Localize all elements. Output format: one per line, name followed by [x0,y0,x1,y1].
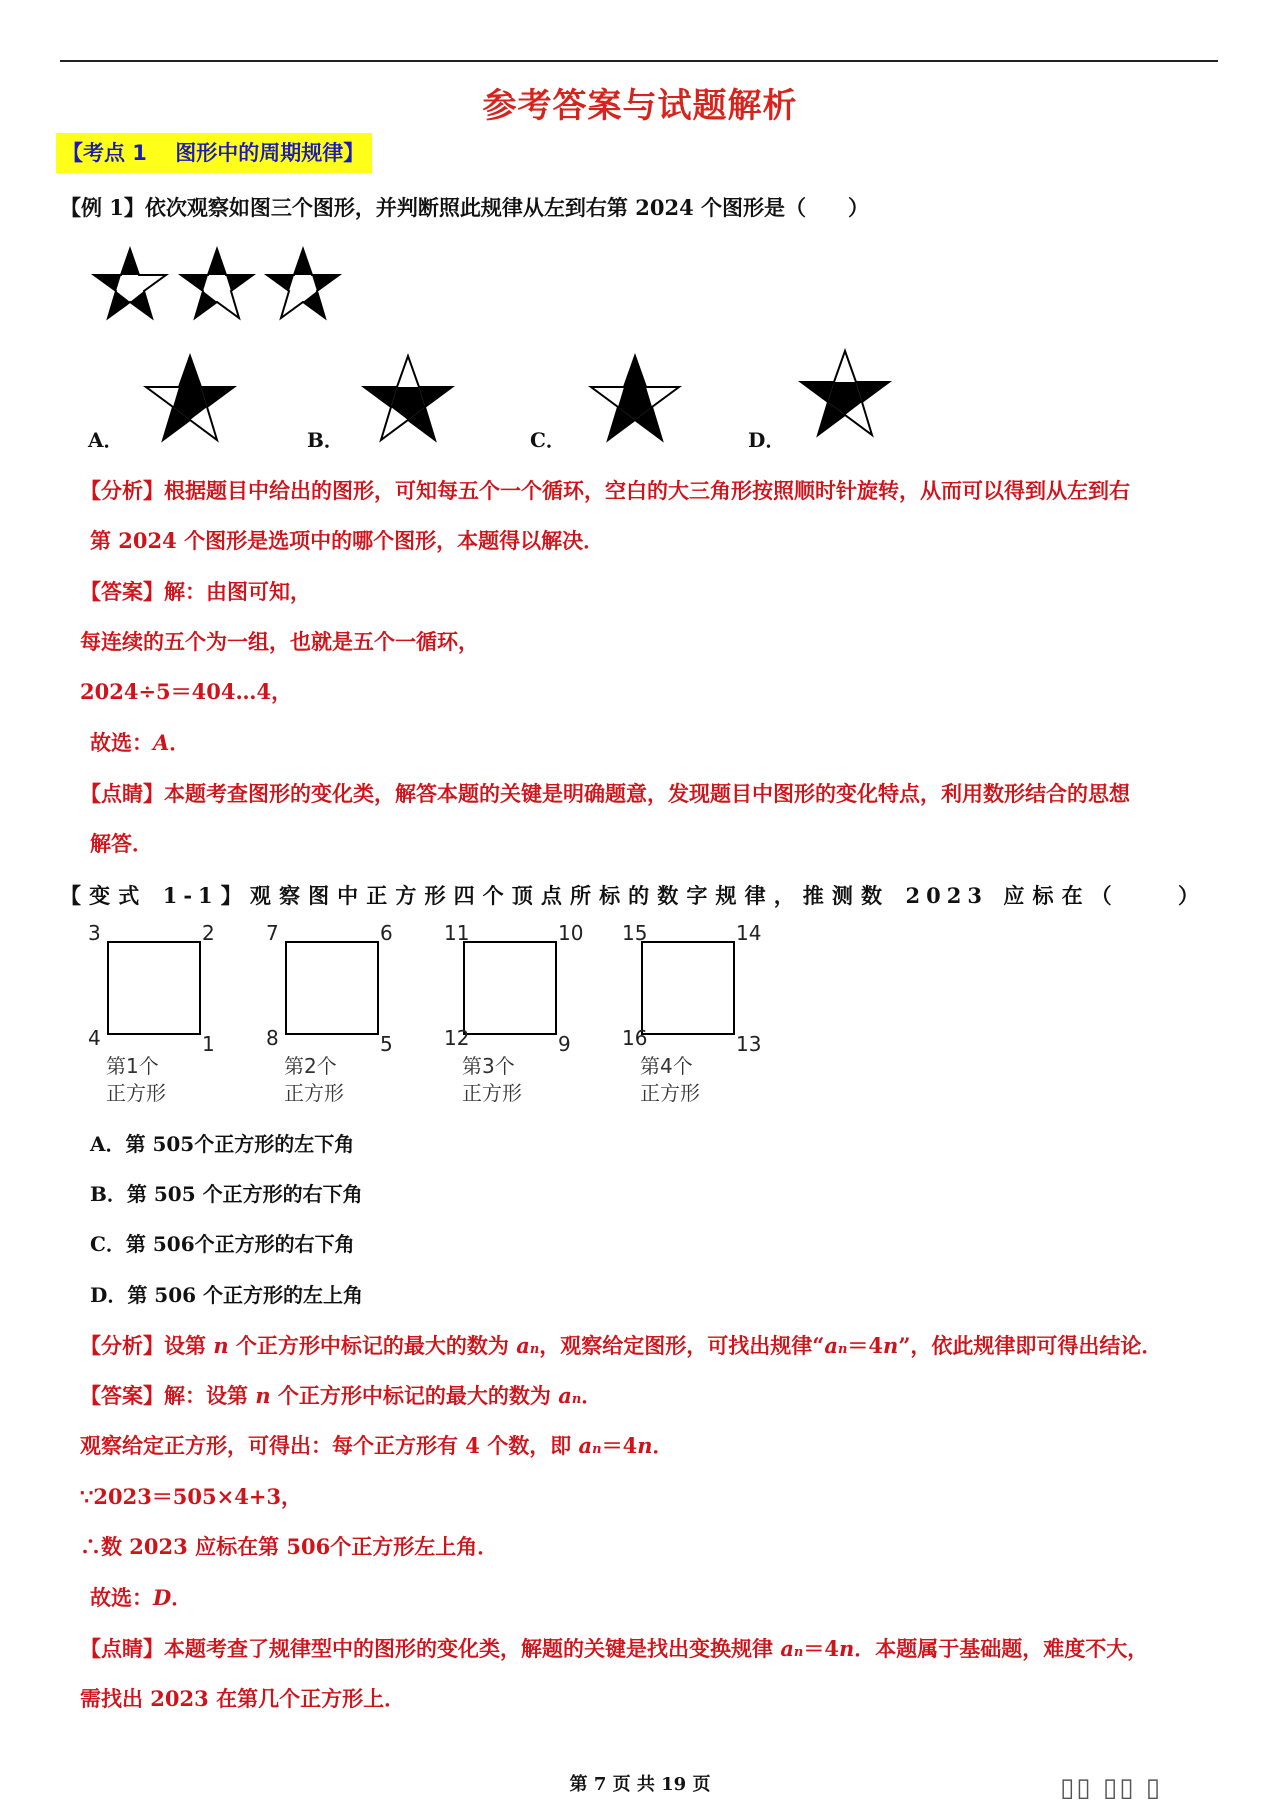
vertex-label-bl: 4 [88,1026,101,1050]
example1-answer-line2: 每连续的五个为一组，也就是五个一循环， [80,629,479,654]
square-3 [444,921,583,1105]
option-c-star [575,350,695,450]
vertex-label-tl: 3 [88,921,101,945]
square-shape [108,942,200,1034]
square-caption-line2: 正方形 [462,1081,522,1105]
vertex-label-tl: 7 [266,921,279,945]
vertex-label-tl: 11 [444,921,470,945]
page-footer: 第 7 页 共 19 页 [569,1774,711,1795]
vertex-label-br: 13 [736,1032,762,1056]
vertex-label-tr: 2 [202,921,215,945]
vertex-label-bl: 12 [444,1026,470,1050]
example1-answer-line3: 2024÷5＝404…4， [80,679,293,704]
option-c-label: C． [530,428,566,452]
variant-option-c: C．第 506个正方形的右下角 [90,1232,355,1256]
square-1 [88,921,215,1105]
square-2 [266,921,393,1105]
corner-mark: ▯▯ ▯▯ ▯ [1060,1773,1163,1803]
option-d-star [785,345,905,445]
vertex-label-tr: 10 [558,921,584,945]
square-caption-line2: 正方形 [284,1081,344,1105]
square-caption-line2: 正方形 [106,1081,166,1105]
variant-question: 【变式 1-1】观察图中正方形四个顶点所标的数字规律，推测数 2023 应标在（ ） [60,883,1205,908]
page-title: 参考答案与试题解析 [482,86,798,126]
variant-because-line: ∵2023＝505×4+3， [80,1484,303,1509]
option-b-star [348,350,468,450]
variant-option-b: B．第 505 个正方形的右下角 [90,1182,363,1206]
option-b-label: B． [307,428,344,452]
square-caption-line1: 第3个 [462,1054,515,1078]
example1-answer-line1: 【答案】解：由图可知， [80,579,311,604]
square-sequence-figure [80,920,780,1110]
square-caption-line1: 第4个 [640,1054,693,1078]
option-a-label: A． [88,428,124,452]
variant-therefore-line: ∴数 2023 应标在第 506个正方形左上角． [80,1534,499,1559]
variant-option-d: D．第 506 个正方形的左上角 [90,1283,364,1307]
example1-analysis-line2: 第 2024 个图形是选项中的哪个图形，本题得以解决． [90,528,605,553]
square-caption-line1: 第2个 [284,1054,337,1078]
example1-sequence-figure [90,245,350,325]
square-caption-line1: 第1个 [106,1054,159,1078]
example1-analysis-line1: 【分析】根据题目中给出的图形，可知每五个一个循环，空白的大三角形按照顺时针旋转，从而可以得到从左到右 [80,478,1130,503]
variant-comment-line2: 需找出 2023 在第几个正方形上． [80,1686,406,1711]
vertex-label-tr: 14 [736,921,762,945]
vertex-label-br: 9 [558,1032,571,1056]
example1-choice: 故选：A． [90,730,191,755]
option-d-label: D． [748,428,786,452]
vertex-label-br: 1 [202,1032,215,1056]
vertex-label-tl: 15 [622,921,648,945]
variant-analysis: 【分析】设第 n 个正方形中标记的最大的数为 an，观察给定图形，可找出规律“an＝4n”，依此规律即可得出结论． [80,1333,1163,1358]
square-caption-line2: 正方形 [640,1081,700,1105]
vertex-label-bl: 16 [622,1026,648,1050]
top-rule [60,60,1218,62]
variant-observe-line: 观察给定正方形，可得出：每个正方形有 4 个数，即 an＝4n． [80,1433,674,1458]
square-4 [622,921,761,1105]
variant-option-a: A．第 505个正方形的左下角 [90,1132,355,1156]
square-shape [642,942,734,1034]
example1-comment-line2: 解答． [90,831,153,856]
example1-comment-line1: 【点睛】本题考查图形的变化类，解答本题的关键是明确题意，发现题目中图形的变化特点，利用数形结合的思想 [80,781,1130,806]
variant-choice: 故选：D． [90,1585,193,1610]
option-a-star [130,350,250,450]
vertex-label-tr: 6 [380,921,393,945]
topic-badge: 【考点 1 图形中的周期规律】 [56,133,372,173]
square-shape [464,942,556,1034]
square-shape [286,942,378,1034]
vertex-label-bl: 8 [266,1026,279,1050]
variant-answer: 【答案】解：设第 n 个正方形中标记的最大的数为 an． [80,1383,603,1408]
example1-question: 【例 1】依次观察如图三个图形，并判断照此规律从左到右第 2024 个图形是（ ） [60,195,869,220]
variant-comment-line1: 【点睛】本题考查了规律型中的图形的变化类，解题的关键是找出变换规律 an＝4n．本题属于基础题，难度不大， [80,1636,1149,1661]
vertex-label-br: 5 [380,1032,393,1056]
